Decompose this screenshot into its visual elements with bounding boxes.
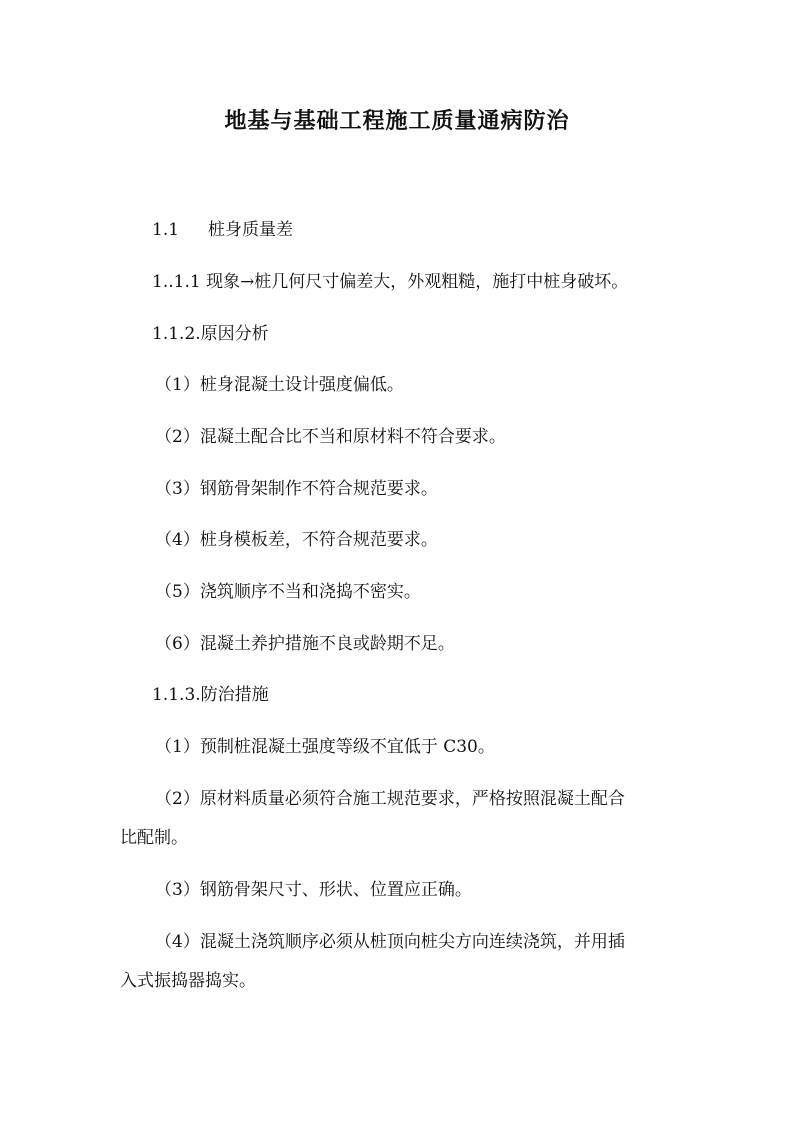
measure-item-continuation: 比配制。 xyxy=(120,828,188,848)
section-heading xyxy=(152,218,293,242)
measure-item: （3）钢筋骨架尺寸、形状、位置应正确。 xyxy=(155,880,472,900)
document-title: 地基与基础工程施工质量通病防治 xyxy=(224,108,570,134)
cause-item: （2）混凝土配合比不当和原材料不符合要求。 xyxy=(155,427,506,447)
cause-item: （5）浇筑顺序不当和浇捣不密实。 xyxy=(155,582,421,602)
cause-heading: 1.1.2.原因分析 xyxy=(152,324,269,344)
section-number: 1.1 xyxy=(152,220,180,240)
measure-item: （4）混凝土浇筑顺序必须从桩顶向桩尖方向连续浇筑，并用插 xyxy=(155,932,625,952)
cause-item: （4）桩身模板差，不符合规范要求。 xyxy=(155,530,438,550)
section-title: 桩身质量差 xyxy=(208,220,293,240)
measure-item: （1）预制桩混凝土强度等级不宜低于 C30。 xyxy=(155,737,495,757)
cause-item: （1）桩身混凝土设计强度偏低。 xyxy=(155,375,404,395)
measure-item-continuation: 入式振捣器捣实。 xyxy=(120,971,256,991)
measure-item: （2）原材料质量必须符合施工规范要求，严格按照混凝土配合 xyxy=(155,789,625,809)
cause-item: （3）钢筋骨架制作不符合规范要求。 xyxy=(155,479,438,499)
phenomenon-line: 1..1.1 现象→桩几何尺寸偏差大，外观粗糙，施打中桩身破坏。 xyxy=(152,272,629,292)
cause-item: （6）混凝土养护措施不良或龄期不足。 xyxy=(155,634,455,654)
measures-heading: 1.1.3.防治措施 xyxy=(152,685,269,705)
